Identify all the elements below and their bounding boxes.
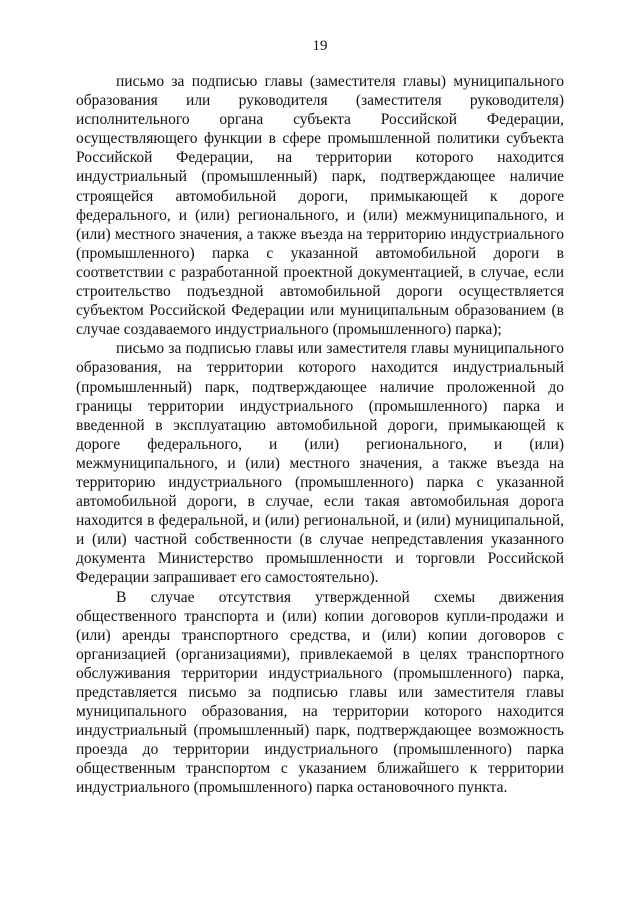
paragraph-public-transport: В случае отсутствия утвержденной схемы движения общественного транспорта и (или) копии договоров купли-продажи и (или) аренды транспортного средства, и (или) копии договоров с организацией (организациями), привлекаемой в целях транспортного обслуживания территории индустриального (промышленного) парка, представляется письмо за подписью главы или заместителя главы муниципального образования, на территории которого находится индустриальный (промышленный) парк, подтверждающее возможность проезда до территории индустриального (промышленного) парка общественным транспортом с указанием ближайшего к территории индустриального (промышленного) парка остановочного пункта. xyxy=(76,588,564,797)
body-text xyxy=(76,72,564,798)
paragraph-letter-road-under-construction: письмо за подписью главы (заместителя главы) муниципального образования или руководителя (заместителя руководителя) исполнительного органа субъекта Российской Федерации, осуществляющего функции в сфере промышленной политики субъекта Российской Федерации, на территории которого находится индустриальный (промышленный) парк, подтверждающее наличие строящейся автомобильной дороги, примыкающей к дороге федерального, и (или) регионального, и (или) межмуниципального, и (или) местного значения, а также въезда на территорию индустриального (промышленного) парка с указанной автомобильной дороги в соответствии с разработанной проектной документацией, в случае, если строительство подъездной автомобильной дороги осуществляется субъектом Российской Федерации или муниципальным образованием (в случае создаваемого индустриального (промышленного) парка); xyxy=(76,73,564,339)
page-number: 19 xyxy=(312,38,328,54)
paragraph-letter-existing-road: письмо за подписью главы или заместителя главы муниципального образования, на территории которого находится индустриальный (промышленный) парк, подтверждающее наличие проложенной до границы территории индустриального (промышленного) парка и введенной в эксплуатацию автомобильной дороги, примыкающей к дороге федерального, и (или) регионального, и (или) межмуниципального, и (или) местного значения, а также въезда на территорию индустриального (промышленного) парка с указанной автомобильной дороги, в случае, если такая автомобильная дорога находится в федеральной, и (или) региональной, и (или) муниципальной, и (или) частной собственности (в случае непредставления указанного документа Министерство промышленности и торговли Российской Федерации запрашивает его самостоятельно). xyxy=(76,340,564,587)
